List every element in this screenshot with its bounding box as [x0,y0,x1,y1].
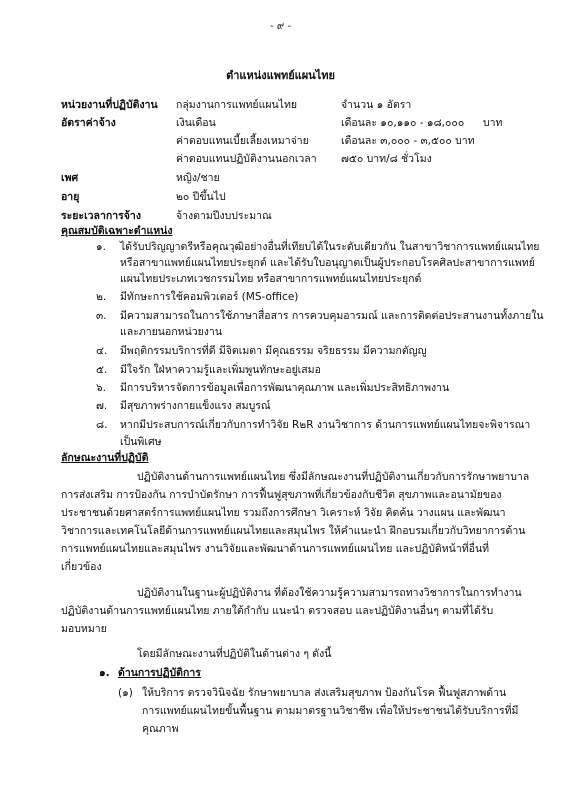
para3: โดยมีลักษณะงานที่ปฏิบัติในด้านต่าง ๆ ดังนี้ [137,648,332,660]
age-value: ๒๐ ปีขึ้นไป [176,191,226,203]
salary-value: เดือนละ ๑๐,๑๑๐ - ๑๘,๐๐๐ [341,117,465,129]
sub-section-heading: ด้านการปฏิบัติการ [118,667,201,679]
para1-line: ประชาชนด้วยศาสตร์การแพทย์แผนไทย รวมถึงการศึกษา วิเคราะห์ วิจัย คิดค้น วางแผน และพัฒนา [61,507,506,519]
qual-line: มีการบริหารจัดการข้อมูลเพื่อการพัฒนาคุณภาพ และเพิ่มประสิทธิภาพงาน [120,382,450,394]
qual-num: ๔. [96,345,108,357]
qual-num: ๒. [96,291,107,303]
qual-line: มีทักษะการใช้คอมพิวเตอร์ (MS-office) [120,291,299,303]
period-value: จ้างตามปีงบประมาณ [176,210,272,222]
qual-num: ๓. [96,310,107,322]
sub-item-line: ให้บริการ ตรวจวินิจฉัย รักษาพยาบาล ส่งเสริมสุขภาพ ป้องกันโรค ฟื้นฟูสภาพด้าน [142,687,507,699]
salary-label: เงินเดือน [176,117,216,129]
qualifications-heading: คุณสมบัติเฉพาะตำแหน่ง [61,225,173,237]
sub-item-line: การแพทย์แผนไทยขั้นพื้นฐาน ตามมาตรฐานวิชาชีพ เพื่อให้ประชาชนได้รับบริการที่มี [142,705,519,717]
qual-line: เป็นพิเศษ [120,436,162,448]
qual-line: หรือสาขาแพทย์แผนไทยประยุกต์ และได้รับใบอนุญาตเป็นผู้ประกอบโรคศิลปะสาขาการแพทย์ [120,257,535,269]
period-label: ระยะเวลาการจ้าง [61,210,141,222]
qual-line: มีพฤติกรรมบริการที่ดี มีจิตเมตา มีคุณธรรม จริยธรรม มีความกตัญญู [120,345,427,357]
rate-label: อัตราค่าจ้าง [61,117,116,129]
para1-line: เกี่ยวข้อง [61,561,102,573]
allowance-value: เดือนละ ๓,๐๐๐ - ๓,๕๐๐ บาท [341,135,475,147]
para1-line: ปฏิบัติงานด้านการแพทย์แผนไทย ซึ่งมีลักษณะงานที่ปฏิบัติงานเกี่ยวกับการรักษาพยาบาล [137,471,530,483]
qual-line: มีใจรัก ใฝ่หาความรู้และเพิ่มพูนทักษะอยู่เสมอ [120,364,321,376]
page-number: - ๙ - [270,21,291,32]
qual-num: ๗. [96,400,108,412]
quota-value: จำนวน ๑ อัตรา [341,99,412,111]
allowance-label: ค่าตอบแทนเบี้ยเลี้ยงเหมาจ่าย [176,135,309,147]
qual-line: แผนไทยประเภทเวชกรรมไทย หรือสาขาการแพทย์แผนไทยประยุกต์ [120,273,422,285]
overtime-value: ๗๕๐ บาท/๘ ชั่วโมง [341,153,432,165]
qual-line: ได้รับปริญญาตรีหรือคุณวุฒิอย่างอื่นที่เทียบได้ในระดับเดียวกัน ในสาขาวิชาการแพทย์แผนไทย [120,241,540,253]
duties-heading: ลักษณะงานที่ปฏิบัติ [61,452,149,464]
para1-line: วิชาการและเทคโนโลยีด้านการแพทย์แผนไทยและสมุนไพร ให้คำแนะนำ ฝึกอบรมเกี่ยวกับวิทยาการด้าน [61,525,526,537]
page-title: ตำแหน่งแพทย์แผนไทย [226,69,335,82]
unit-value: กลุ่มงานการแพทย์แผนไทย [176,99,298,111]
unit-label: หน่วยงานที่ปฏิบัติงาน [61,99,158,111]
qual-num: ๖. [96,382,107,394]
sex-label: เพศ [61,172,79,184]
para2-line: มอบหมาย [61,623,107,635]
para2-line: ปฏิบัติงานในฐานะผู้ปฏิบัติงาน ที่ต้องใช้ความรู้ความสามารถทางวิชาการในการทำงาน [137,587,522,599]
qual-num: ๑. [96,241,107,253]
sex-value: หญิง/ชาย [176,172,220,184]
overtime-label: ค่าตอบแทนปฏิบัติงานนอกเวลา [176,153,317,165]
para1-line: การแพทย์แผนไทยและสมุนไพร งานวิจัยและพัฒนาด้านการแพทย์แผนไทย และปฏิบัติหน้าที่อื่นที่ [61,543,490,555]
qual-line: และภายนอกหน่วยงาน [120,326,223,338]
qual-num: ๘. [96,419,108,431]
qual-line: หากมีประสบการณ์เกี่ยวกับการทำวิจัย R๒R งานวิชาการ ด้านการแพทย์แผนไทยจะพิจารณา [120,419,531,431]
qual-num: ๕. [96,364,108,376]
qual-line: มีสุขภาพร่างกายแข็งแรง สมบูรณ์ [120,400,271,412]
qual-line: มีความสามารถในการใช้ภาษาสื่อสาร การควบคุมอารมณ์ และการติดต่อประสานงานทั้งภายใน [120,310,544,322]
age-label: อายุ [61,191,80,203]
salary-unit: บาท [483,117,503,129]
sub-item-number: (๑) [118,687,133,699]
para1-line: การส่งเสริม การป้องกัน การบำบัดรักษา การฟื้นฟูสุขภาพที่เกี่ยวข้องกับชีวิต สุขภาพและอนามัยของ [61,489,502,501]
sub-section-number: ๑. [99,667,110,679]
para2-line: ปฏิบัติงานด้านการแพทย์แผนไทย ภายใต้กำกับ แนะนำ ตรวจสอบ และปฏิบัติงานอื่นๆ ตามที่ได้รับ [61,605,494,617]
sub-item-line: คุณภาพ [142,723,179,735]
